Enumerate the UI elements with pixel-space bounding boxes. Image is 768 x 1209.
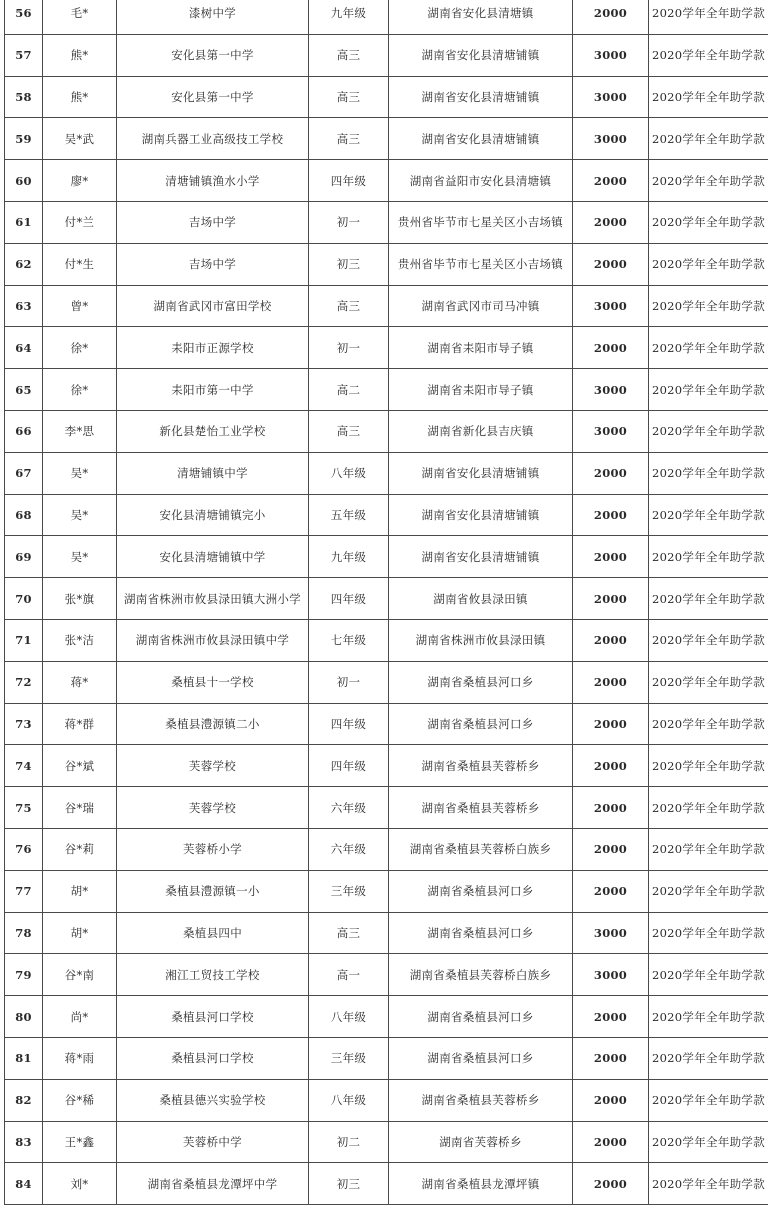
row-number-cell: 76 (5, 828, 43, 870)
aid-type-cell: 2020学年全年助学款 (649, 1079, 768, 1121)
student-name-cell: 吴* (43, 536, 117, 578)
address-cell: 贵州省毕节市七星关区小吉场镇 (389, 201, 573, 243)
aid-type-cell: 2020学年全年助学款 (649, 76, 768, 118)
table-row (5, 410, 768, 452)
student-name-cell: 刘* (43, 1163, 117, 1205)
aid-type-cell: 2020学年全年助学款 (649, 870, 768, 912)
amount-cell: 2000 (573, 1079, 649, 1121)
amount-cell: 2000 (573, 870, 649, 912)
row-number-cell: 80 (5, 996, 43, 1038)
row-number-cell: 57 (5, 34, 43, 76)
table-row (5, 34, 768, 76)
address-cell: 湖南省安化县清塘铺镇 (389, 76, 573, 118)
grade-cell: 高三 (309, 118, 389, 160)
aid-type-cell: 2020学年全年助学款 (649, 0, 768, 34)
table-row (5, 536, 768, 578)
amount-cell: 2000 (573, 452, 649, 494)
address-cell: 湖南省攸县渌田镇 (389, 578, 573, 620)
school-cell: 清塘铺镇渔水小学 (117, 160, 309, 202)
grade-cell: 八年级 (309, 996, 389, 1038)
document-page (4, 0, 768, 1209)
school-cell: 桑植县澧源镇二小 (117, 703, 309, 745)
school-cell: 桑植县四中 (117, 912, 309, 954)
row-number-cell: 60 (5, 160, 43, 202)
school-cell: 桑植县河口学校 (117, 996, 309, 1038)
aid-type-cell: 2020学年全年助学款 (649, 619, 768, 661)
table-row (5, 494, 768, 536)
address-cell: 湖南省安化县清塘镇 (389, 0, 573, 34)
grade-cell: 四年级 (309, 160, 389, 202)
table-row (5, 118, 768, 160)
aid-type-cell: 2020学年全年助学款 (649, 494, 768, 536)
address-cell: 湖南省桑植县芙蓉桥白族乡 (389, 954, 573, 996)
school-cell: 耒阳市第一中学 (117, 369, 309, 411)
school-cell: 芙蓉学校 (117, 787, 309, 829)
address-cell: 湖南省桑植县芙蓉桥乡 (389, 787, 573, 829)
amount-cell: 2000 (573, 996, 649, 1038)
grade-cell: 八年级 (309, 1079, 389, 1121)
grade-cell: 高二 (309, 369, 389, 411)
aid-type-cell: 2020学年全年助学款 (649, 1037, 768, 1079)
amount-cell: 2000 (573, 661, 649, 703)
aid-type-cell: 2020学年全年助学款 (649, 1121, 768, 1163)
grade-cell: 初一 (309, 201, 389, 243)
row-number-cell: 62 (5, 243, 43, 285)
student-name-cell: 尚* (43, 996, 117, 1038)
aid-type-cell: 2020学年全年助学款 (649, 745, 768, 787)
row-number-cell: 78 (5, 912, 43, 954)
address-cell: 湖南省新化县吉庆镇 (389, 410, 573, 452)
school-cell: 桑植县河口学校 (117, 1037, 309, 1079)
address-cell: 湖南省桑植县河口乡 (389, 870, 573, 912)
table-row (5, 828, 768, 870)
row-number-cell: 71 (5, 619, 43, 661)
student-name-cell: 谷*莉 (43, 828, 117, 870)
table-row (5, 996, 768, 1038)
aid-type-cell: 2020学年全年助学款 (649, 661, 768, 703)
grade-cell: 高三 (309, 410, 389, 452)
row-number-cell: 56 (5, 0, 43, 34)
student-name-cell: 熊* (43, 76, 117, 118)
grade-cell: 五年级 (309, 494, 389, 536)
grade-cell: 高三 (309, 76, 389, 118)
school-cell: 耒阳市正源学校 (117, 327, 309, 369)
address-cell: 湖南省安化县清塘铺镇 (389, 536, 573, 578)
amount-cell: 2000 (573, 494, 649, 536)
student-name-cell: 谷*斌 (43, 745, 117, 787)
student-name-cell: 谷*南 (43, 954, 117, 996)
grade-cell: 四年级 (309, 745, 389, 787)
student-name-cell: 吴* (43, 452, 117, 494)
grade-cell: 初三 (309, 243, 389, 285)
amount-cell: 2000 (573, 787, 649, 829)
student-name-cell: 毛* (43, 0, 117, 34)
aid-recipients-table (4, 0, 768, 1205)
address-cell: 贵州省毕节市七星关区小吉场镇 (389, 243, 573, 285)
row-number-cell: 84 (5, 1163, 43, 1205)
row-number-cell: 69 (5, 536, 43, 578)
grade-cell: 三年级 (309, 870, 389, 912)
address-cell: 湖南省桑植县河口乡 (389, 912, 573, 954)
address-cell: 湖南省株洲市攸县渌田镇 (389, 619, 573, 661)
row-number-cell: 65 (5, 369, 43, 411)
address-cell: 湖南省桑植县河口乡 (389, 1037, 573, 1079)
row-number-cell: 82 (5, 1079, 43, 1121)
row-number-cell: 58 (5, 76, 43, 118)
school-cell: 漆树中学 (117, 0, 309, 34)
table-row (5, 787, 768, 829)
school-cell: 芙蓉桥中学 (117, 1121, 309, 1163)
student-name-cell: 徐* (43, 369, 117, 411)
grade-cell: 八年级 (309, 452, 389, 494)
table-row (5, 703, 768, 745)
student-name-cell: 廖* (43, 160, 117, 202)
amount-cell: 2000 (573, 1163, 649, 1205)
amount-cell: 2000 (573, 0, 649, 34)
row-number-cell: 74 (5, 745, 43, 787)
aid-type-cell: 2020学年全年助学款 (649, 1163, 768, 1205)
grade-cell: 九年级 (309, 0, 389, 34)
student-name-cell: 蒋* (43, 661, 117, 703)
grade-cell: 四年级 (309, 578, 389, 620)
aid-type-cell: 2020学年全年助学款 (649, 369, 768, 411)
student-name-cell: 谷*瑞 (43, 787, 117, 829)
aid-type-cell: 2020学年全年助学款 (649, 160, 768, 202)
table-row (5, 76, 768, 118)
grade-cell: 七年级 (309, 619, 389, 661)
aid-type-cell: 2020学年全年助学款 (649, 327, 768, 369)
student-name-cell: 吴* (43, 494, 117, 536)
school-cell: 桑植县德兴实验学校 (117, 1079, 309, 1121)
school-cell: 安化县第一中学 (117, 76, 309, 118)
row-number-cell: 77 (5, 870, 43, 912)
school-cell: 湖南兵器工业高级技工学校 (117, 118, 309, 160)
amount-cell: 2000 (573, 243, 649, 285)
row-number-cell: 70 (5, 578, 43, 620)
student-name-cell: 蒋*雨 (43, 1037, 117, 1079)
address-cell: 湖南省耒阳市导子镇 (389, 369, 573, 411)
amount-cell: 3000 (573, 118, 649, 160)
table-body (5, 0, 768, 1205)
grade-cell: 初二 (309, 1121, 389, 1163)
student-name-cell: 张*洁 (43, 619, 117, 661)
student-name-cell: 吴*武 (43, 118, 117, 160)
school-cell: 安化县清塘铺镇完小 (117, 494, 309, 536)
aid-type-cell: 2020学年全年助学款 (649, 912, 768, 954)
grade-cell: 初三 (309, 1163, 389, 1205)
table-row (5, 661, 768, 703)
table-row (5, 327, 768, 369)
amount-cell: 2000 (573, 327, 649, 369)
school-cell: 湖南省桑植县龙潭坪中学 (117, 1163, 309, 1205)
grade-cell: 九年级 (309, 536, 389, 578)
aid-type-cell: 2020学年全年助学款 (649, 243, 768, 285)
student-name-cell: 胡* (43, 870, 117, 912)
table-row (5, 578, 768, 620)
aid-type-cell: 2020学年全年助学款 (649, 201, 768, 243)
aid-type-cell: 2020学年全年助学款 (649, 452, 768, 494)
amount-cell: 3000 (573, 912, 649, 954)
student-name-cell: 胡* (43, 912, 117, 954)
amount-cell: 2000 (573, 160, 649, 202)
address-cell: 湖南省安化县清塘铺镇 (389, 118, 573, 160)
student-name-cell: 张*旗 (43, 578, 117, 620)
aid-type-cell: 2020学年全年助学款 (649, 285, 768, 327)
aid-type-cell: 2020学年全年助学款 (649, 536, 768, 578)
address-cell: 湖南省桑植县龙潭坪镇 (389, 1163, 573, 1205)
address-cell: 湖南省桑植县芙蓉桥乡 (389, 745, 573, 787)
row-number-cell: 75 (5, 787, 43, 829)
school-cell: 桑植县澧源镇一小 (117, 870, 309, 912)
aid-type-cell: 2020学年全年助学款 (649, 828, 768, 870)
aid-type-cell: 2020学年全年助学款 (649, 34, 768, 76)
table-row (5, 0, 768, 34)
table-row (5, 1037, 768, 1079)
school-cell: 湖南省武冈市富田学校 (117, 285, 309, 327)
address-cell: 湖南省桑植县河口乡 (389, 996, 573, 1038)
row-number-cell: 64 (5, 327, 43, 369)
student-name-cell: 李*思 (43, 410, 117, 452)
amount-cell: 2000 (573, 536, 649, 578)
grade-cell: 六年级 (309, 828, 389, 870)
table-row (5, 285, 768, 327)
row-number-cell: 72 (5, 661, 43, 703)
amount-cell: 2000 (573, 745, 649, 787)
school-cell: 湖南省株洲市攸县渌田镇大洲小学 (117, 578, 309, 620)
amount-cell: 2000 (573, 828, 649, 870)
address-cell: 湖南省武冈市司马冲镇 (389, 285, 573, 327)
grade-cell: 高三 (309, 912, 389, 954)
student-name-cell: 徐* (43, 327, 117, 369)
aid-type-cell: 2020学年全年助学款 (649, 787, 768, 829)
address-cell: 湖南省耒阳市导子镇 (389, 327, 573, 369)
table-row (5, 619, 768, 661)
aid-type-cell: 2020学年全年助学款 (649, 578, 768, 620)
address-cell: 湖南省桑植县芙蓉桥乡 (389, 1079, 573, 1121)
student-name-cell: 熊* (43, 34, 117, 76)
amount-cell: 3000 (573, 285, 649, 327)
school-cell: 安化县清塘铺镇中学 (117, 536, 309, 578)
aid-type-cell: 2020学年全年助学款 (649, 996, 768, 1038)
aid-type-cell: 2020学年全年助学款 (649, 954, 768, 996)
student-name-cell: 曾* (43, 285, 117, 327)
amount-cell: 2000 (573, 703, 649, 745)
school-cell: 湖南省株洲市攸县渌田镇中学 (117, 619, 309, 661)
address-cell: 湖南省桑植县河口乡 (389, 703, 573, 745)
row-number-cell: 68 (5, 494, 43, 536)
amount-cell: 2000 (573, 619, 649, 661)
amount-cell: 3000 (573, 34, 649, 76)
school-cell: 清塘铺镇中学 (117, 452, 309, 494)
school-cell: 桑植县十一学校 (117, 661, 309, 703)
table-row (5, 160, 768, 202)
table-row (5, 912, 768, 954)
row-number-cell: 81 (5, 1037, 43, 1079)
row-number-cell: 67 (5, 452, 43, 494)
grade-cell: 四年级 (309, 703, 389, 745)
grade-cell: 高一 (309, 954, 389, 996)
table-row (5, 1079, 768, 1121)
amount-cell: 2000 (573, 201, 649, 243)
school-cell: 芙蓉学校 (117, 745, 309, 787)
school-cell: 安化县第一中学 (117, 34, 309, 76)
address-cell: 湖南省桑植县芙蓉桥白族乡 (389, 828, 573, 870)
grade-cell: 六年级 (309, 787, 389, 829)
amount-cell: 3000 (573, 410, 649, 452)
address-cell: 湖南省益阳市安化县清塘镇 (389, 160, 573, 202)
table-row (5, 870, 768, 912)
row-number-cell: 83 (5, 1121, 43, 1163)
table-row (5, 243, 768, 285)
table-row (5, 452, 768, 494)
grade-cell: 高三 (309, 285, 389, 327)
student-name-cell: 蒋*群 (43, 703, 117, 745)
row-number-cell: 63 (5, 285, 43, 327)
student-name-cell: 付*生 (43, 243, 117, 285)
aid-type-cell: 2020学年全年助学款 (649, 118, 768, 160)
address-cell: 湖南省安化县清塘铺镇 (389, 34, 573, 76)
aid-type-cell: 2020学年全年助学款 (649, 410, 768, 452)
student-name-cell: 王*鑫 (43, 1121, 117, 1163)
grade-cell: 高三 (309, 34, 389, 76)
amount-cell: 3000 (573, 369, 649, 411)
address-cell: 湖南省桑植县河口乡 (389, 661, 573, 703)
table-row (5, 745, 768, 787)
school-cell: 新化县楚怡工业学校 (117, 410, 309, 452)
row-number-cell: 73 (5, 703, 43, 745)
row-number-cell: 61 (5, 201, 43, 243)
table-row (5, 201, 768, 243)
school-cell: 湘江工贸技工学校 (117, 954, 309, 996)
row-number-cell: 79 (5, 954, 43, 996)
address-cell: 湖南省芙蓉桥乡 (389, 1121, 573, 1163)
table-row (5, 369, 768, 411)
amount-cell: 2000 (573, 578, 649, 620)
table-row (5, 954, 768, 996)
address-cell: 湖南省安化县清塘铺镇 (389, 452, 573, 494)
table-row (5, 1121, 768, 1163)
school-cell: 吉场中学 (117, 201, 309, 243)
amount-cell: 2000 (573, 1121, 649, 1163)
address-cell: 湖南省安化县清塘铺镇 (389, 494, 573, 536)
grade-cell: 初一 (309, 327, 389, 369)
row-number-cell: 59 (5, 118, 43, 160)
school-cell: 吉场中学 (117, 243, 309, 285)
grade-cell: 初一 (309, 661, 389, 703)
aid-type-cell: 2020学年全年助学款 (649, 703, 768, 745)
amount-cell: 3000 (573, 954, 649, 996)
amount-cell: 2000 (573, 1037, 649, 1079)
amount-cell: 3000 (573, 76, 649, 118)
student-name-cell: 谷*稀 (43, 1079, 117, 1121)
table-row (5, 1163, 768, 1205)
student-name-cell: 付*兰 (43, 201, 117, 243)
grade-cell: 三年级 (309, 1037, 389, 1079)
school-cell: 芙蓉桥小学 (117, 828, 309, 870)
row-number-cell: 66 (5, 410, 43, 452)
